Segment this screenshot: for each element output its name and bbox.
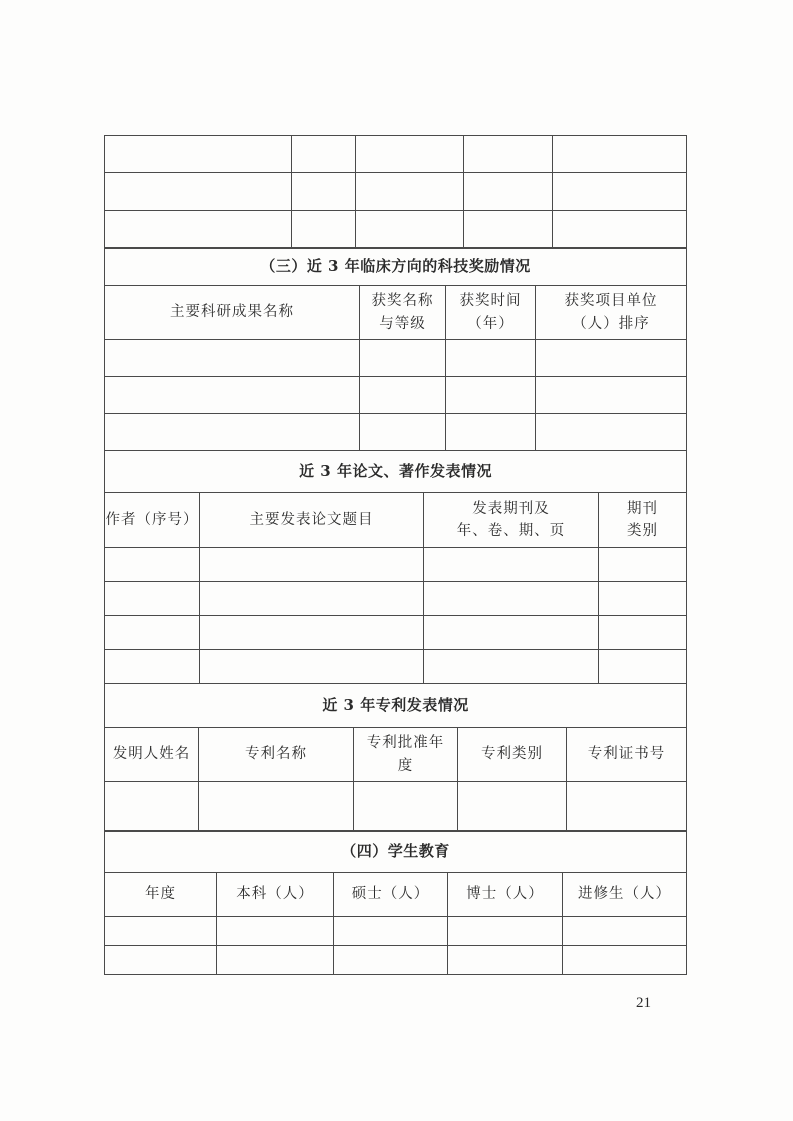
awards-section <box>104 247 686 451</box>
patents-header-inventor: 发明人姓名 <box>105 728 199 782</box>
education-header-undergrad: 本科（人） <box>217 873 334 917</box>
awards-header-year: 获奖时间 （年） <box>446 286 536 340</box>
awards-header-name: 主要科研成果名称 <box>105 286 360 340</box>
papers-title: 近 3 年论文、著作发表情况 <box>105 451 687 493</box>
education-section <box>104 830 686 975</box>
patents-header-year: 专利批准年 度 <box>354 728 458 782</box>
papers-header-author: 作者（序号） <box>105 493 200 548</box>
awards-header-award: 获奖名称 与等级 <box>360 286 446 340</box>
papers-header-journal: 发表期刊及 年、卷、期、页 <box>424 493 599 548</box>
patents-header-cert: 专利证书号 <box>567 728 687 782</box>
papers-section <box>104 450 686 684</box>
papers-header-category: 期刊 类别 <box>599 493 687 548</box>
awards-header-rank: 获奖项目单位 （人）排序 <box>536 286 687 340</box>
patents-title: 近 3 年专利发表情况 <box>105 684 687 728</box>
patents-header-type: 专利类别 <box>458 728 567 782</box>
education-title: （四）学生教育 <box>105 831 687 873</box>
page-number: 21 <box>636 995 651 1011</box>
education-header-phd: 博士（人） <box>448 873 563 917</box>
papers-header-title: 主要发表论文题目 <box>200 493 424 548</box>
awards-title: （三）近 3 年临床方向的科技奖励情况 <box>105 248 687 286</box>
patents-header-name: 专利名称 <box>199 728 354 782</box>
patents-section <box>104 683 686 832</box>
education-header-master: 硕士（人） <box>334 873 448 917</box>
education-header-year: 年度 <box>105 873 217 917</box>
continuation-table <box>104 135 686 249</box>
education-header-trainee: 进修生（人） <box>563 873 687 917</box>
